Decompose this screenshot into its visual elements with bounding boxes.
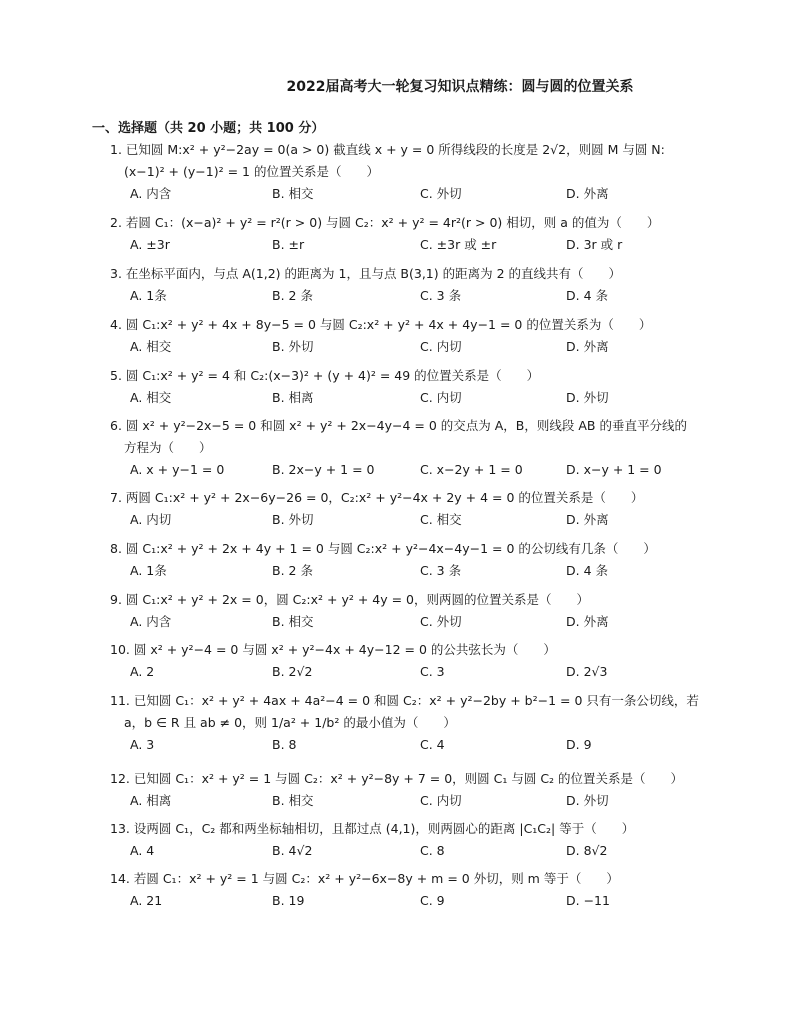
question-2 — [110, 212, 710, 256]
option-b: B. 相交 — [272, 186, 314, 201]
option-c: C. 4 — [420, 737, 445, 752]
document-title: 2022届高考大一轮复习知识点精练：圆与圆的位置关系 — [286, 79, 634, 95]
option-b: B. 相离 — [272, 390, 314, 405]
option-c: C. 内切 — [420, 793, 462, 808]
options-row — [110, 234, 710, 256]
question-text: 12. 已知圆 C₁：x² + y² = 1 与圆 C₂：x² + y²−8y + 7 = 0，则圆 C₁ 与圆 C₂ 的位置关系是（ ） — [110, 771, 684, 786]
question-5 — [110, 365, 710, 409]
option-d: D. 2√3 — [566, 664, 608, 679]
option-a: A. 3 — [130, 737, 155, 752]
options-row — [110, 285, 710, 307]
question-text: 8. 圆 C₁:x² + y² + 2x + 4y + 1 = 0 与圆 C₂:x² + y²−4x−4y−1 = 0 的公切线有几条（ ） — [110, 541, 656, 556]
question-1 — [110, 139, 710, 205]
option-d: D. 4 条 — [566, 563, 608, 578]
option-a: A. 1条 — [130, 563, 167, 578]
option-c: C. 9 — [420, 893, 445, 908]
option-d: D. 4 条 — [566, 288, 608, 303]
options-row — [110, 183, 710, 205]
question-text: 6. 圆 x² + y²−2x−5 = 0 和圆 x² + y² + 2x−4y−4 = 0 的交点为 A，B，则线段 AB 的垂直平分线的 — [110, 418, 687, 433]
option-d: D. 外切 — [566, 390, 609, 405]
option-a: A. x + y−1 = 0 — [130, 462, 225, 477]
option-c: C. 3 条 — [420, 288, 462, 303]
question-4 — [110, 314, 710, 358]
options-row — [110, 840, 710, 862]
question-text: 10. 圆 x² + y²−4 = 0 与圆 x² + y²−4x + 4y−12 = 0 的公共弦长为（ ） — [110, 642, 556, 657]
option-c: C. 相交 — [420, 512, 462, 527]
option-c: C. ±3r 或 ±r — [420, 237, 497, 252]
question-text: 方程为（ ） — [124, 440, 212, 455]
option-c: C. 外切 — [420, 186, 462, 201]
option-b: B. 相交 — [272, 614, 314, 629]
option-a: A. 内切 — [130, 512, 172, 527]
question-text: 13. 设两圆 C₁，C₂ 都和两坐标轴相切，且都过点 (4,1)，则两圆心的距离 |C₁C₂| 等于（ ） — [110, 821, 635, 836]
options-row — [110, 336, 710, 358]
option-b: B. 2 条 — [272, 288, 313, 303]
option-d: D. 外离 — [566, 186, 609, 201]
question-8 — [110, 538, 710, 582]
question-10 — [110, 639, 710, 683]
option-d: D. 8√2 — [566, 843, 608, 858]
option-d: D. 外离 — [566, 512, 609, 527]
options-row — [110, 459, 710, 481]
option-b: B. 2 条 — [272, 563, 313, 578]
option-d: D. 外离 — [566, 614, 609, 629]
option-c: C. 8 — [420, 843, 445, 858]
options-row — [110, 734, 710, 756]
question-text: 3. 在坐标平面内，与点 A(1,2) 的距离为 1，且与点 B(3,1) 的距离为 2 的直线共有（ ） — [110, 266, 622, 281]
option-d: D. 外离 — [566, 339, 609, 354]
question-text: 2. 若圆 C₁：(x−a)² + y² = r²(r > 0) 与圆 C₂：x² + y² = 4r²(r > 0) 相切，则 a 的值为（ ） — [110, 215, 660, 230]
option-a: A. 相离 — [130, 793, 172, 808]
option-c: C. 外切 — [420, 614, 462, 629]
option-b: B. 2√2 — [272, 664, 313, 679]
option-a: A. 4 — [130, 843, 155, 858]
option-a: A. ±3r — [130, 237, 170, 252]
question-6 — [110, 415, 710, 481]
question-text: 4. 圆 C₁:x² + y² + 4x + 8y−5 = 0 与圆 C₂:x² + y² + 4x + 4y−1 = 0 的位置关系为（ ） — [110, 317, 652, 332]
option-b: B. 相交 — [272, 793, 314, 808]
options-row — [110, 790, 710, 812]
option-b: B. 外切 — [272, 512, 314, 527]
option-d: D. x−y + 1 = 0 — [566, 462, 662, 477]
option-a: A. 2 — [130, 664, 155, 679]
question-13 — [110, 818, 710, 862]
option-b: B. 外切 — [272, 339, 314, 354]
options-row — [110, 387, 710, 409]
option-c: C. 内切 — [420, 339, 462, 354]
option-c: C. 内切 — [420, 390, 462, 405]
option-b: B. 4√2 — [272, 843, 313, 858]
option-a: A. 内含 — [130, 614, 172, 629]
options-row — [110, 509, 710, 531]
option-d: D. −11 — [566, 893, 610, 908]
section-heading: 一、选择题（共 20 小题；共 100 分） — [92, 121, 325, 136]
option-c: C. x−2y + 1 = 0 — [420, 462, 523, 477]
question-7 — [110, 487, 710, 531]
option-d: D. 外切 — [566, 793, 609, 808]
option-a: A. 相交 — [130, 390, 172, 405]
option-d: D. 3r 或 r — [566, 237, 623, 252]
option-a: A. 21 — [130, 893, 163, 908]
question-11 — [110, 690, 710, 756]
option-b: B. 2x−y + 1 = 0 — [272, 462, 375, 477]
question-12 — [110, 768, 710, 812]
option-b: B. ±r — [272, 237, 305, 252]
question-text: 14. 若圆 C₁：x² + y² = 1 与圆 C₂：x² + y²−6x−8y + m = 0 外切，则 m 等于（ ） — [110, 871, 619, 886]
question-text: 7. 两圆 C₁:x² + y² + 2x−6y−26 = 0，C₂:x² + y²−4x + 2y + 4 = 0 的位置关系是（ ） — [110, 490, 644, 505]
question-text: 1. 已知圆 M:x² + y²−2ay = 0(a > 0) 截直线 x + y = 0 所得线段的长度是 2√2，则圆 M 与圆 N: — [110, 142, 665, 157]
option-a: A. 内含 — [130, 186, 172, 201]
options-row — [110, 611, 710, 633]
options-row — [110, 661, 710, 683]
question-9 — [110, 589, 710, 633]
options-row — [110, 560, 710, 582]
option-d: D. 9 — [566, 737, 592, 752]
option-c: C. 3 条 — [420, 563, 462, 578]
question-text: 5. 圆 C₁:x² + y² = 4 和 C₂:(x−3)² + (y + 4)² = 49 的位置关系是（ ） — [110, 368, 540, 383]
question-text: 11. 已知圆 C₁：x² + y² + 4ax + 4a²−4 = 0 和圆 C₂：x² + y²−2by + b²−1 = 0 只有一条公切线，若 — [110, 693, 699, 708]
question-text: (x−1)² + (y−1)² = 1 的位置关系是（ ） — [124, 164, 379, 179]
question-text: a，b ∈ R 且 ab ≠ 0，则 1/a² + 1/b² 的最小值为（ ） — [124, 715, 456, 730]
question-14 — [110, 868, 710, 912]
option-a: A. 1条 — [130, 288, 167, 303]
option-b: B. 8 — [272, 737, 297, 752]
option-c: C. 3 — [420, 664, 445, 679]
question-3 — [110, 263, 710, 307]
question-text: 9. 圆 C₁:x² + y² + 2x = 0，圆 C₂:x² + y² + 4y = 0，则两圆的位置关系是（ ） — [110, 592, 590, 607]
option-b: B. 19 — [272, 893, 305, 908]
options-row — [110, 890, 710, 912]
option-a: A. 相交 — [130, 339, 172, 354]
